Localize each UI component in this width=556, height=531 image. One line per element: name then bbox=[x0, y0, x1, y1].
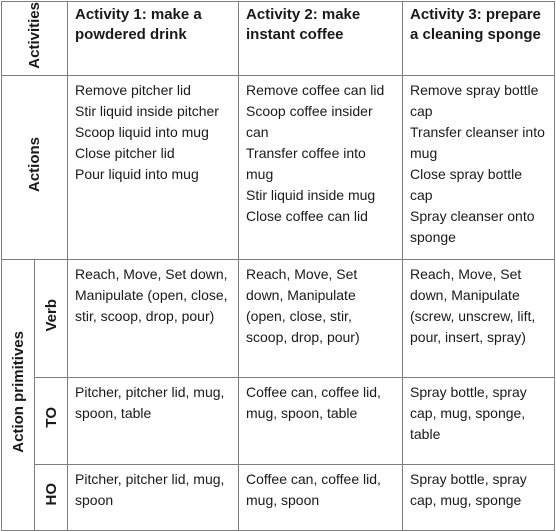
action-primitives-header: Action primitives bbox=[9, 330, 27, 453]
column-header-activity-3: Activity 3: prepare a cleaning sponge bbox=[403, 2, 555, 76]
action-item: Close pitcher lid bbox=[75, 144, 175, 161]
to-row bbox=[2, 377, 555, 464]
action-item: Transfer cleanser into mug bbox=[410, 123, 545, 161]
verb-cell-activity-1: Reach, Move, Set down, Manipulate (open, close, stir, scoop, drop, pour) bbox=[68, 259, 239, 377]
actions-cell-activity-1 bbox=[68, 75, 239, 259]
to-cell-activity-1: Pitcher, pitcher lid, mug, spoon, table bbox=[68, 377, 239, 464]
actions-cell-activity-2 bbox=[239, 75, 403, 259]
action-item: Remove spray bottle cap bbox=[410, 81, 539, 119]
verb-header-cell bbox=[35, 259, 68, 377]
action-primitives-header-cell bbox=[2, 259, 35, 530]
activities-header-cell bbox=[2, 2, 68, 76]
ho-row bbox=[2, 464, 555, 530]
action-item: Close spray bottle cap bbox=[410, 165, 523, 203]
verb-cell-activity-3: Reach, Move, Set down, Manipulate (screw, unscrew, lift, pour, insert, spray) bbox=[403, 259, 555, 377]
verb-row bbox=[2, 259, 555, 377]
action-item: Close coffee can lid bbox=[246, 207, 368, 224]
activities-header: Activities bbox=[26, 2, 43, 69]
action-item: Pour liquid into mug bbox=[75, 165, 199, 182]
ho-cell-activity-3: Spray bottle, spray cap, mug, sponge bbox=[403, 464, 555, 530]
ho-header-cell bbox=[35, 464, 68, 530]
column-header-activity-2: Activity 2: make instant coffee bbox=[239, 2, 403, 76]
action-item: Stir liquid inside pitcher bbox=[75, 102, 219, 119]
activity-table bbox=[1, 1, 555, 531]
action-item: Scoop coffee insider can bbox=[246, 102, 373, 140]
action-item: Spray cleanser onto sponge bbox=[410, 207, 535, 245]
action-item: Stir liquid inside mug bbox=[246, 186, 376, 203]
ho-cell-activity-2: Coffee can, coffee lid, mug, spoon bbox=[239, 464, 403, 530]
verb-header: Verb bbox=[42, 298, 60, 332]
action-item: Scoop liquid into mug bbox=[75, 123, 209, 140]
to-cell-activity-3: Spray bottle, spray cap, mug, sponge, table bbox=[403, 377, 555, 464]
ho-header: HO bbox=[42, 482, 60, 506]
verb-cell-activity-2: Reach, Move, Set down, Manipulate (open, close, stir, scoop, drop, pour) bbox=[239, 259, 403, 377]
action-item: Remove coffee can lid bbox=[246, 81, 385, 98]
actions-cell-activity-3 bbox=[403, 75, 555, 259]
to-header: TO bbox=[42, 407, 60, 428]
actions-header: Actions bbox=[26, 136, 43, 192]
to-cell-activity-2: Coffee can, coffee lid, mug, spoon, table bbox=[239, 377, 403, 464]
actions-header-cell bbox=[2, 75, 68, 259]
actions-row bbox=[2, 75, 555, 259]
header-row bbox=[2, 2, 555, 76]
action-item: Remove pitcher lid bbox=[75, 81, 191, 98]
ho-cell-activity-1: Pitcher, pitcher lid, mug, spoon bbox=[68, 464, 239, 530]
column-header-activity-1: Activity 1: make a powdered drink bbox=[68, 2, 239, 76]
to-header-cell bbox=[35, 377, 68, 464]
action-item: Transfer coffee into mug bbox=[246, 144, 366, 182]
